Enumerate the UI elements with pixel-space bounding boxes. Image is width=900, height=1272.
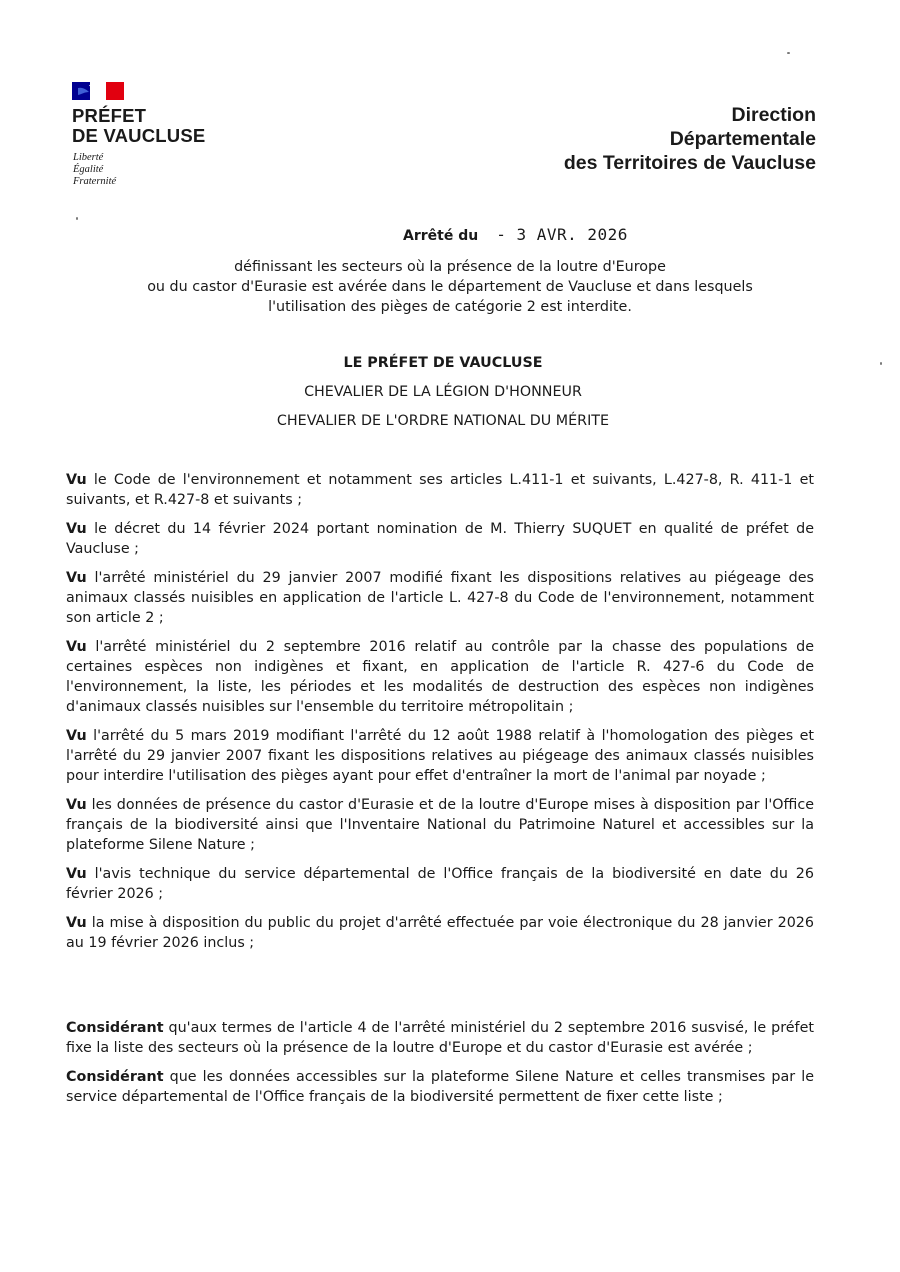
subtitle-line1: définissant les secteurs où la présence de la loutre d'Europe xyxy=(234,259,666,275)
scan-speck xyxy=(787,52,790,54)
subtitle-line3: l'utilisation des pièges de catégorie 2 est interdite. xyxy=(268,299,632,315)
considerants-section xyxy=(66,1018,814,1116)
visa-paragraph: Vu l'avis technique du service départemental de l'Office français de la biodiversité en date du 26 février 2026 ; xyxy=(66,866,814,902)
direction-line2: Départementale xyxy=(669,128,816,150)
motto-egalite: Égalité xyxy=(73,164,104,175)
date-stamp: - 3 AVR. 2026 xyxy=(496,225,628,244)
motto-fraternite: Fraternité xyxy=(73,176,117,187)
direction-line3: des Territoires de Vaucluse xyxy=(563,152,816,174)
title-ordre-merite: CHEVALIER DE L'ORDRE NATIONAL DU MÉRITE xyxy=(276,413,610,429)
visas-section xyxy=(66,470,814,962)
visa-paragraph: Vu les données de présence du castor d'Eurasie et de la loutre d'Europe mises à disposition par l'Office français de la biodiversité ainsi que l'Inventaire National du Patrimoine Naturel et accessibles sur la plateforme Silene Nature ; xyxy=(66,797,814,853)
visa-paragraph: Vu l'arrêté ministériel du 2 septembre 2016 relatif au contrôle par la chasse des populations de certaines espèces non indigènes et fixant, en application de l'article R. 427-6 du Code de l'environnement, la liste, les périodes et les modalités de destruction des espèces non indigènes d'animaux classés nuisibles sur l'ensemble du territoire métropolitain ; xyxy=(66,639,814,715)
visa-paragraph: Vu la mise à disposition du public du projet d'arrêté effectuée par voie électronique du 28 janvier 2026 au 19 février 2026 inclus ; xyxy=(66,915,814,951)
prefet-title-line1: PRÉFET xyxy=(72,105,147,126)
republic-motto xyxy=(73,152,116,188)
considerant-paragraph: Considérant qu'aux termes de l'article 4 de l'arrêté ministériel du 2 septembre 2016 susvisé, le préfet fixe la liste des secteurs où la présence de la loutre d'Europe et du castor d'Eurasie est avérée ; xyxy=(66,1020,814,1056)
visa-paragraph: Vu le décret du 14 février 2024 portant nomination de M. Thierry SUQUET en qualité de préfet de Vaucluse ; xyxy=(66,521,814,557)
considerant-paragraph: Considérant que les données accessibles sur la plateforme Silene Nature et celles transmises par le service départemental de l'Office français de la biodiversité permettent de fixer cette liste ; xyxy=(66,1069,814,1105)
issuing-direction xyxy=(564,103,816,175)
visa-paragraph: Vu l'arrêté du 5 mars 2019 modifiant l'arrêté du 12 août 1988 relatif à l'homologation des pièges et l'arrêté du 29 janvier 2007 fixant les dispositions relatives au piégeage des animaux classés nuisibles pour interdire l'utilisation des pièges ayant pour effet d'entraîner la mort de l'animal par noyade ; xyxy=(66,728,814,784)
logo-red-band xyxy=(106,82,124,100)
title-legion-honneur: CHEVALIER DE LA LÉGION D'HONNEUR xyxy=(304,384,582,400)
subtitle-line2: ou du castor d'Eurasie est avérée dans le département de Vaucluse et dans lesquels xyxy=(147,279,753,295)
arrete-subtitle xyxy=(80,257,820,317)
scan-speck xyxy=(880,362,882,365)
direction-line1: Direction xyxy=(731,104,816,126)
arrete-label: Arrêté du xyxy=(403,228,479,244)
republique-francaise-logo xyxy=(72,82,124,100)
prefet-heading: LE PRÉFET DE VAUCLUSE xyxy=(343,355,543,371)
prefet-title xyxy=(72,106,205,146)
motto-liberte: Liberté xyxy=(73,152,104,163)
visa-paragraph: Vu le Code de l'environnement et notamment ses articles L.411-1 et suivants, L.427-8, R. 411-1 et suivants, et R.427-8 et suivants ; xyxy=(66,472,814,508)
scan-speck xyxy=(76,217,78,220)
arrete-title-line xyxy=(403,225,628,244)
visa-paragraph: Vu l'arrêté ministériel du 29 janvier 2007 modifié fixant les dispositions relatives au piégeage des animaux classés nuisibles en application de l'article L. 427-8 du Code de l'environnement, notamment son article 2 ; xyxy=(66,570,814,626)
prefet-title-line2: DE VAUCLUSE xyxy=(72,125,206,146)
